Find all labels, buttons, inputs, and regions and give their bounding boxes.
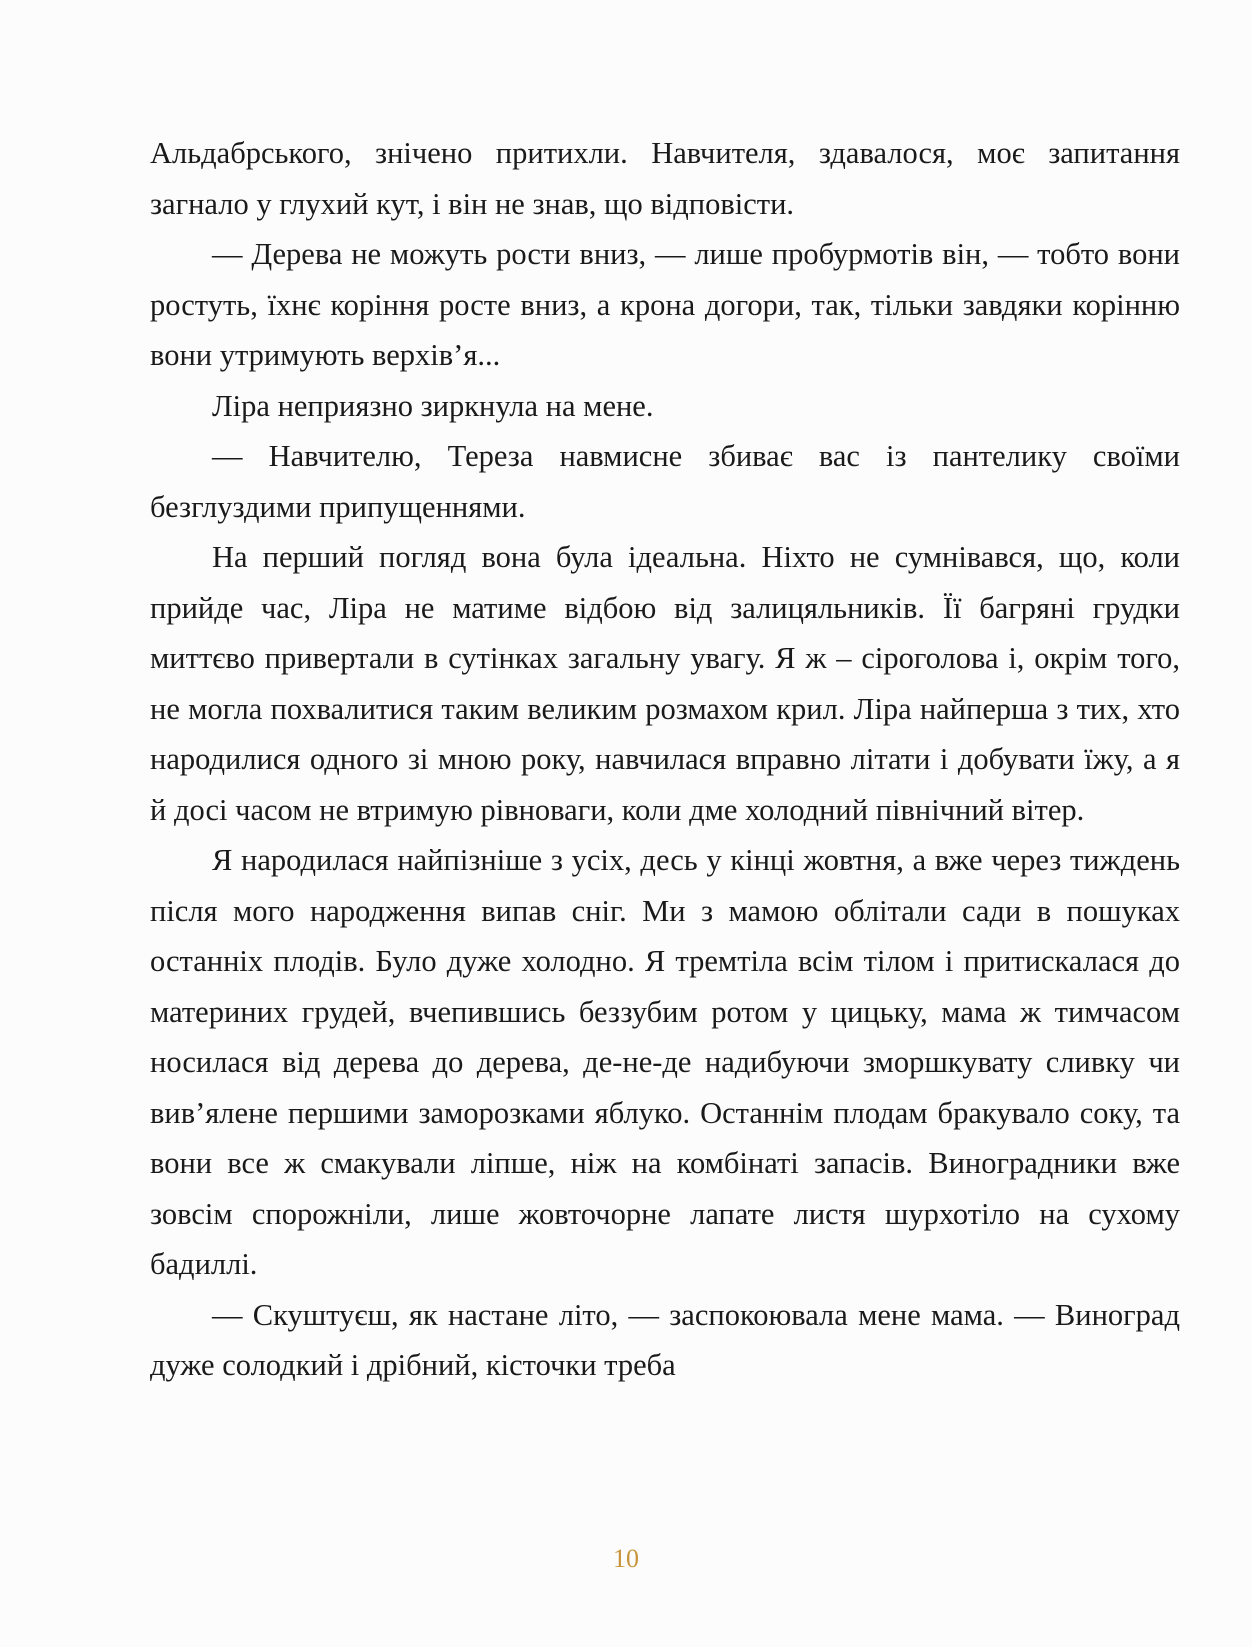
body-text [150,128,1180,1391]
paragraph-6: Я народилася найпізніше з усіх, десь у кінці жовтня, а вже через тиждень після мого народження випав сніг. Ми з мамою облітали сади в пошуках останніх плодів. Було дуже холодно. Я тремтіла всім тілом і притискалася до материних грудей, вчепившись беззубим ротом у цицьку, мама ж тимчасом носилася від дерева до дерева, де-не-де надибуючи зморшкувату сливку чи вив’ялене першими заморозками яблуко. Останнім плодам бракувало соку, та вони все ж смакували ліпше, ніж на комбінаті запасів. Виноградники вже зовсім спорожніли, лише жовточорне лапате листя шурхотіло на сухому бадиллі. [150,843,1180,1281]
paragraph-4: — Навчителю, Тереза навмисне збиває вас із пантелику своїми безглуздими припущеннями. [150,439,1180,524]
page-number: 10 [613,1544,639,1573]
paragraph-5: На перший погляд вона була ідеальна. Ніхто не сумнівався, що, коли прийде час, Ліра не матиме відбою від залицяльників. Її багряні грудки миттєво привертали в сутінках загальну увагу. Я ж – сіроголова і, окрім того, не могла похвалитися таким великим розмахом крил. Ліра найперша з тих, хто народилися одного зі мною року, навчилася вправно літати і добувати їжу, а я й досі часом не втримую рівноваги, коли дме холодний північний вітер. [150,540,1180,827]
paragraph-7: — Скуштуєш, як настане літо, — заспокоювала мене мама. — Виноград дуже солодкий і дрібний, кісточки треба [150,1297,1180,1382]
paragraph-1: Альдабрського, знічено притихли. Навчителя, здавалося, моє запитання загнало у глухий кут, і він не знав, що відповісти. [150,136,1180,221]
paragraph-3: Ліра неприязно зиркнула на мене. [212,388,654,423]
paragraph-2: — Дерева не можуть рости вниз, — лише пробурмотів він, — тобто вони ростуть, їхнє коріння росте вниз, а крона догори, так, тільки завдяки корінню вони утримують верхів’я... [150,237,1180,372]
